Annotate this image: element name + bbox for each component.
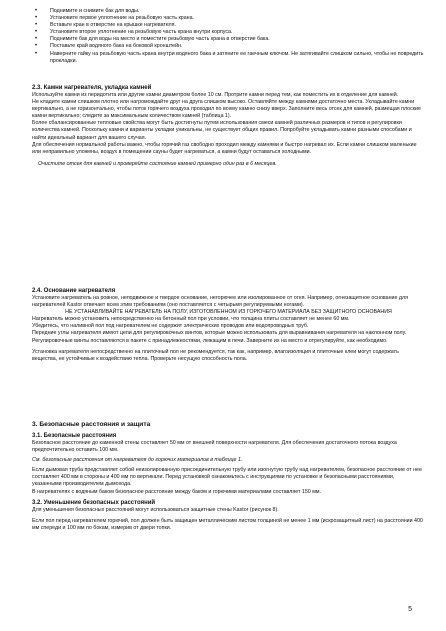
paragraph: Не кладите камни слишком плотно или нагромождайте друг на друга слишком высоко. Оставляйте между камнями достаточно места. Укладывайте камни вертикально, а не горизонтально, чтобы поток горячего воздуха проходил по всему камню снизу вверх. Заполните весь отсек для камней, размещая плоские камни вертикально; следите за максимальным количеством камней (таблица 1). (32, 99, 421, 120)
list-item: • Поднимите бак для воды на место и поместите резьбовую часть крана в отверстие бака. (32, 36, 426, 43)
section-3 (32, 420, 425, 532)
list-item: • Установите второе уплотнение на резьбовую часть крана внутри корпуса. (32, 29, 426, 36)
warning-text: НЕ УСТАНАВЛИВАЙТЕ НАГРЕВАТЕЛЬ НА ПОЛУ, ИЗГОТОВЛЕННОМ ИЗ ГОРЮЧЕГО МАТЕРИАЛА БЕЗ ЗАЩИТНОГО ОСНОВАНИЯ (65, 309, 392, 316)
section-heading: 2.3. Камни нагревателя, укладка камней (32, 85, 152, 91)
list-item: • Установите первое уплотнение на резьбовую часть крана. (32, 15, 426, 22)
paragraph: Используйте камни из перидотита или другие камни диаметром более 10 см. Протрите камни перед тем, как поместить их в отделение для камней. (32, 92, 399, 98)
paragraph: Для обеспечения нормальной работы важно, чтобы горячий газ свободно проходил между камнями и быстро нагревал их. Если камни слишком маленькие или неправильно уложены, воздух в помещении сауны будет нагреваться, а камни будут оставаться холодными. (32, 141, 417, 155)
subsection-heading: 3.1. Безопасные расстояния (32, 433, 117, 439)
paragraph: В нагревателях с водяным баком безопасное расстояние между баком и горючими материалами составляет 150 мм. (32, 488, 321, 495)
italic-note: Очистите отсек для камней и проверяйте состояние камней примерно один раз в 6 месяцев. (38, 160, 277, 167)
section-heading: 2.4. Основание нагревателя (32, 288, 116, 294)
page-number: 5 (408, 606, 412, 613)
paragraph: Более сбалансированные тепловые свойства могут быть достигнуты путем использования смеси камней различных размеров и типов и регулировки количества камней. Поскольку камни и варианты укладки уникальны, не существует общих правил. Попробуйте укладывать камни разными способами и найти идеальный вариант для вашего случая. (32, 120, 412, 141)
installation-steps-list (32, 8, 426, 65)
paragraph: Для уменьшения безопасных расстояний могут использоваться защитные стены Kastor (рисунок 8). (32, 506, 279, 513)
italic-note: См. безопасные расстояния от нагревателя до горючих материалов в таблице 1. (32, 457, 243, 464)
section-2-3 (32, 84, 425, 168)
paragraph: Установите нагреватель на ровное, неподвижное и твердое основание, негорючее или изолированное от огня. Например, огнезащитное основание для нагревателей Kastor отвечает всем этим требованиям (оно поставляется с четырьмя регулируемыми ногами). (32, 295, 408, 309)
section-heading: 3. Безопасные расстояния и защита (32, 421, 151, 428)
list-item: • Поставьте край водяного бака на боковой кронштейн. (32, 43, 426, 50)
paragraph: Регулировочные винты поставляются в пакете с принадлежностями, лежащим в печи. Заверните их на место и отрегулируйте, как необходимо. (32, 337, 388, 344)
subsection-heading: 3.2. Уменьшение безопасных расстояний (32, 499, 156, 506)
paragraph: Если дымовая труба представляет собой неизолированную присоединительную трубу или изогнутую трубу над нагревателем, безопасное расстояние от нее составляет 400 мм в стороны и 400 мм по вертикали. Перед установкой ознакомьтесь с инструкциями по установке и безопасными расстояниями, указанными производителем дымохода. (32, 467, 422, 488)
paragraph: Установка нагревателя непосредственно на плиточный пол не рекомендуется, так как, например, влагоизоляция и плиточные клеи могут содержать вещества, не устойчивые к воздействию тепла. Проверьте несущую способность пола. (32, 348, 399, 362)
paragraph: Передние углы нагревателя имеют цепи для регулировочных винтов, которые можно использовать для выравнивания нагревателя на наклонном полу. (32, 330, 407, 337)
paragraph: Безопасное расстояние до каменной стены составляет 50 мм от внешней поверхности нагревателя. Для обеспечения достаточного потока воздуха предпочтительно оставить 100 мм. (32, 440, 397, 454)
section-2-4 (32, 287, 425, 363)
paragraph: Убедитесь, что наливной пол под нагревателем не содержит электрических проводов или водопроводных труб. (32, 323, 309, 330)
list-item: • Наверните гайку на резьбовую часть крана внутри водяного бака и затяните ее гаечным ключом. Не затягивайте слишком сильно, чтобы не повредить прокладки. (32, 51, 426, 65)
paragraph: Если пол перед нагревателем горючий, пол должен быть защищен металлическим листом толщиной не менее 1 мм (искрозащитный лист) на расстоянии 400 мм спереди и 100 мм по бокам, измерив от двери топки. (32, 517, 423, 531)
paragraph: Нагреватель можно установить непосредственно на бетонный пол при условии, что толщина плиты составляет не менее 60 мм. (32, 316, 350, 323)
list-item: • Вставьте кран в отверстие на крышке нагревателя. (32, 22, 426, 29)
list-item: • Поднимите и снимите бак для воды. (32, 8, 426, 15)
